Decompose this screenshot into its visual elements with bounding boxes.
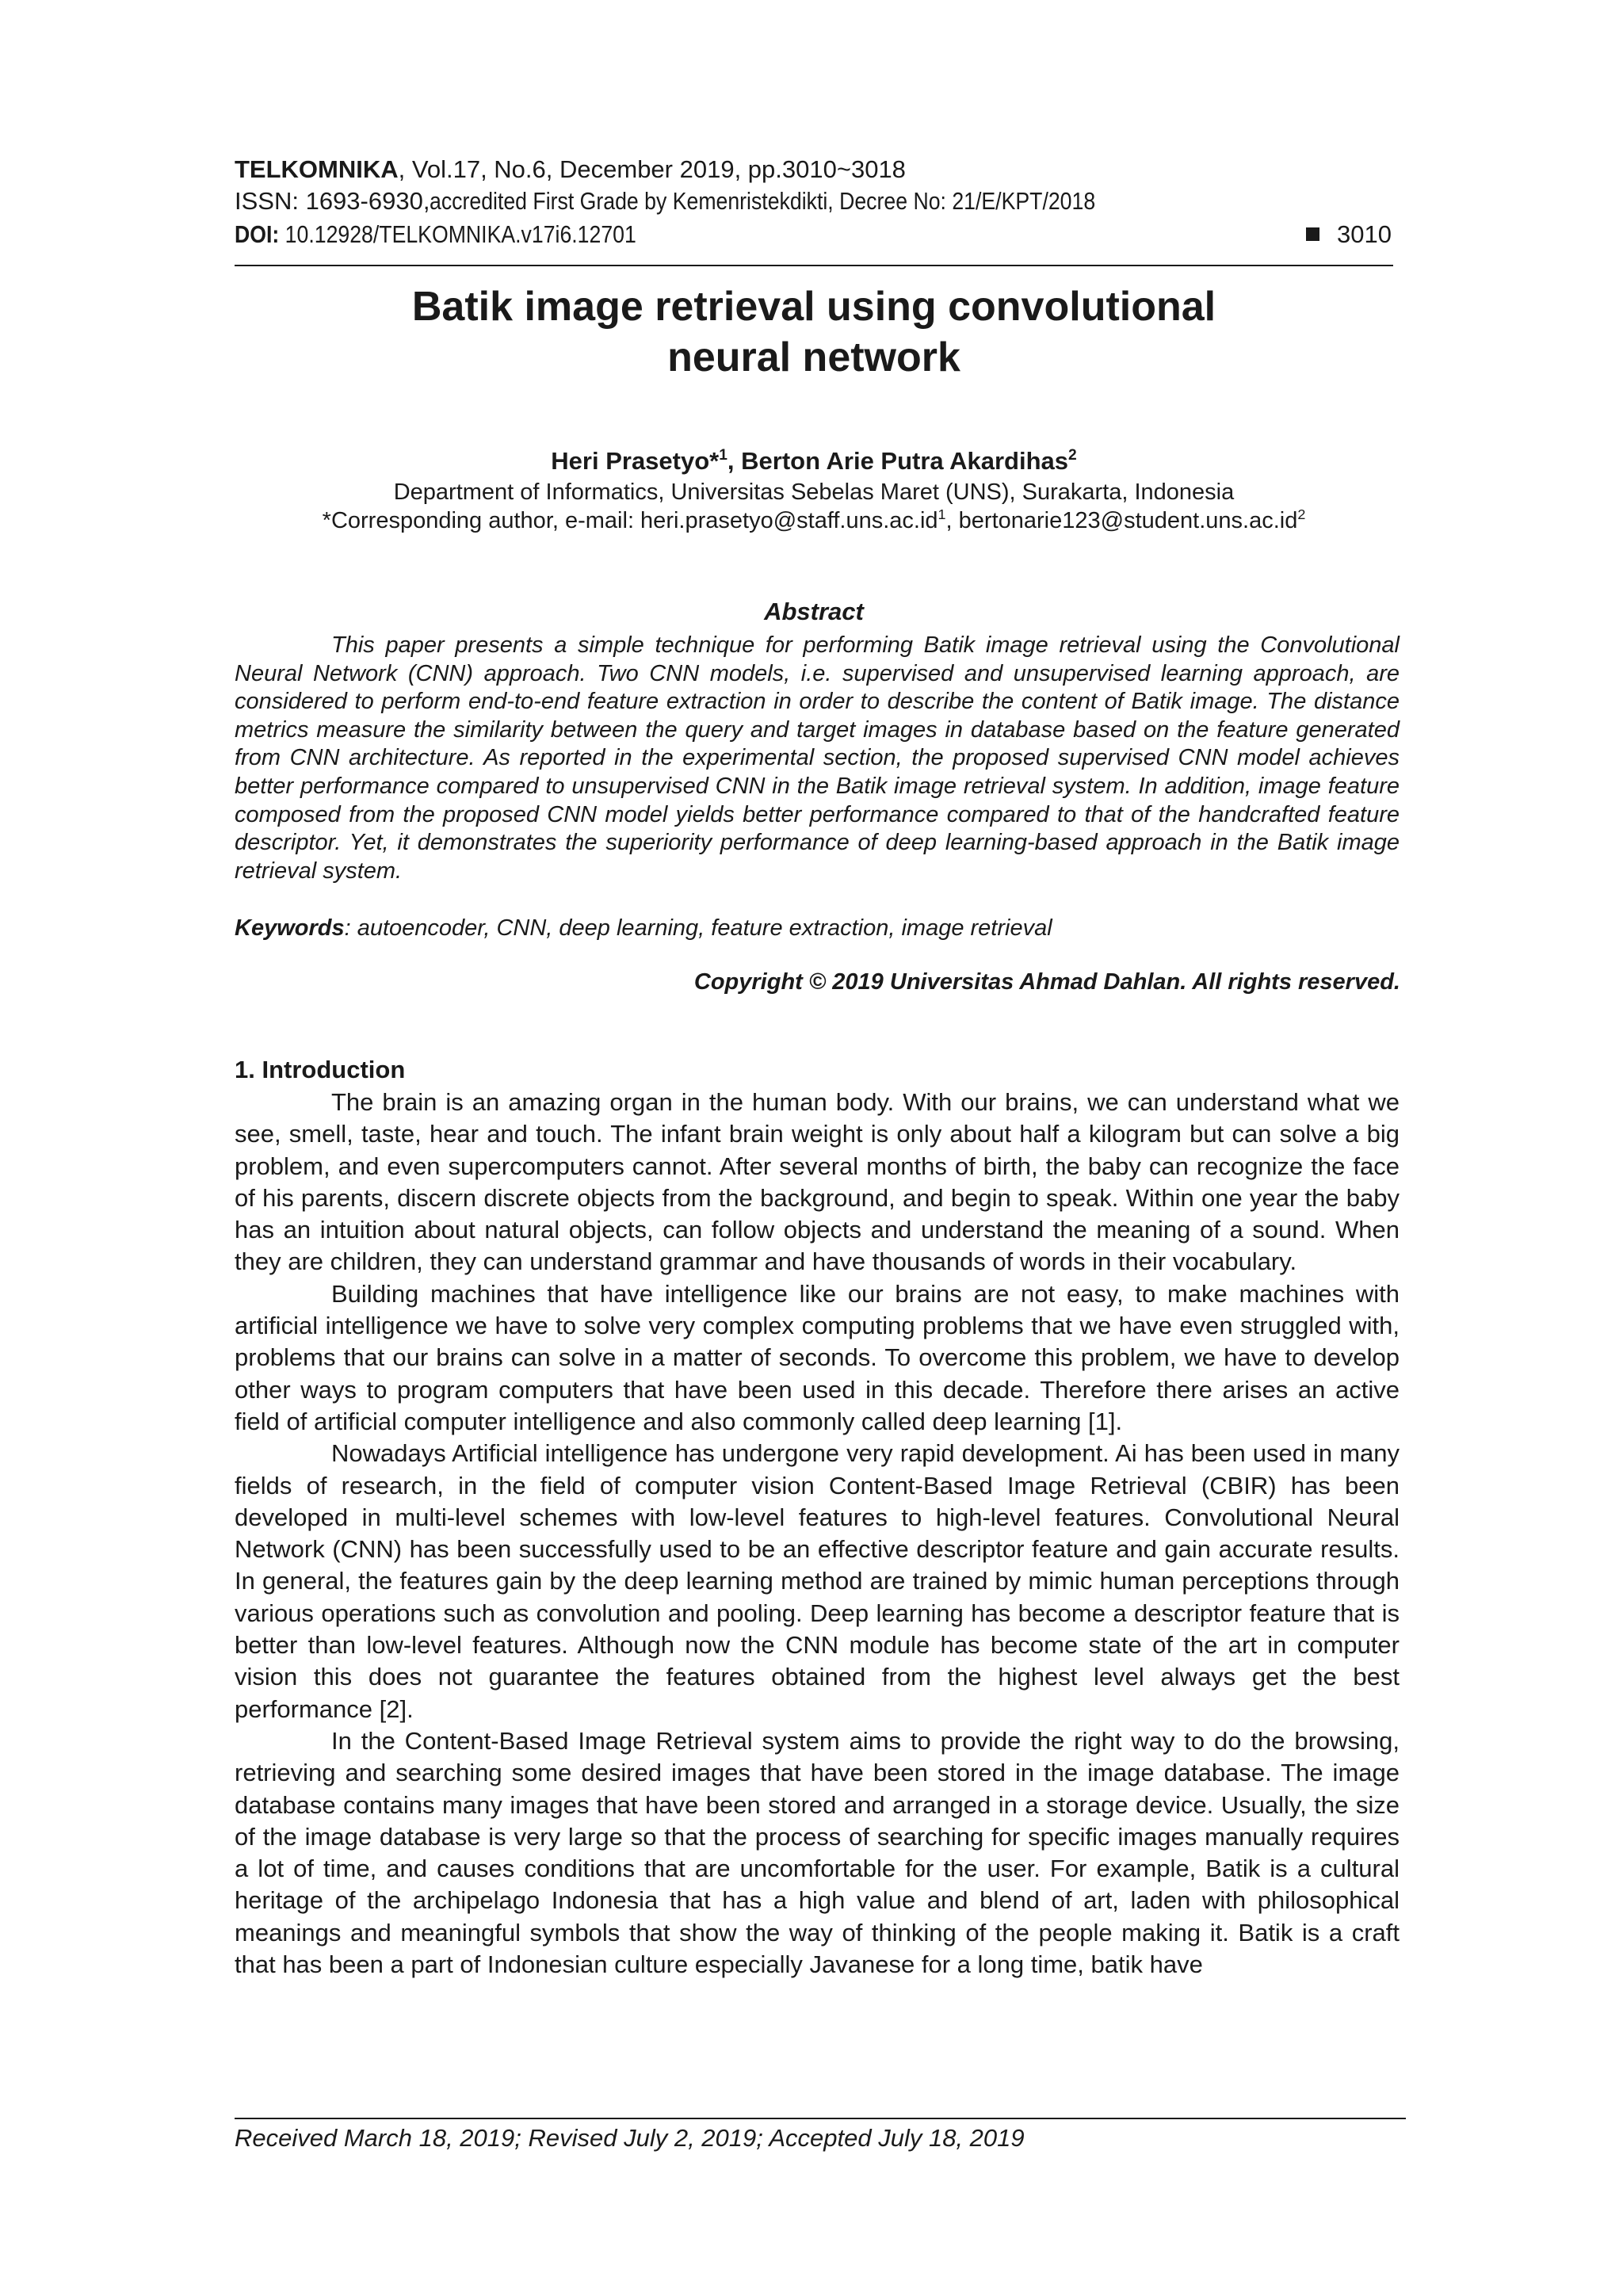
author-1-sup: 1 bbox=[719, 447, 727, 464]
author-separator: , bbox=[727, 447, 742, 475]
doi-line bbox=[235, 220, 1392, 250]
author-list bbox=[235, 446, 1393, 476]
issn-label: ISSN: 1693-6930, bbox=[235, 187, 430, 215]
section-heading-introduction: 1. Introduction bbox=[235, 1056, 406, 1083]
journal-name: TELKOMNIKA bbox=[235, 155, 399, 183]
keywords-line bbox=[235, 914, 1052, 942]
paragraph: The brain is an amazing organ in the human body. With our brains, we can understand what we see, smell, taste, hear and touch. The infant brain weight is only about half a kilogram but can solve a big problem, and even supercomputers cannot. After several months of birth, the baby can recognize the face of his parents, discern discrete objects from the background, and begin to speak. Within one year the baby has an intuition about natural objects, can follow objects and understand the meaning of a sound. When they are children, they can understand grammar and have thousands of words in their vocabulary. bbox=[235, 1088, 1400, 1276]
doi-value: 10.12928/TELKOMNIKA.v17i6.12701 bbox=[279, 220, 636, 248]
paragraph: Nowadays Artificial intelligence has undergone very rapid development. Ai has been used in many fields of research, in the field of computer vision Content-Based Image Retrieval (CBIR) has been developed in multi-level schemes with low-level features to high-level features. Convolutional Neural Network (CNN) has been successfully used to be an effective descriptor feature and gain accurate results. In general, the features gain by the deep learning method are trained by mimic human perceptions through various operations such as convolution and pooling. Deep learning has become a descriptor feature that is better than low-level features. Although now the CNN module has become state of the art in computer vision this does not guarantee the features obtained from the highest level always get the best performance [2]. bbox=[235, 1439, 1400, 1723]
paragraph: In the Content-Based Image Retrieval system aims to provide the right way to do the browsing, retrieving and searching some desired images that have been stored in the image database. The image database contains many images that have been stored and arranged in a storage device. Usually, the size of the image database is very large so that the process of searching for specific images manually requires a lot of time, and causes conditions that are uncomfortable for the user. For example, Batik is a cultural heritage of the archipelago Indonesia that has a high value and blend of art, laden with philosophical meanings and meaningful symbols that show the way of thinking of the people making it. Batik is a craft that has been a part of Indonesian culture especially Javanese for a long time, batik have bbox=[235, 1726, 1400, 1979]
corresponding-sup-1: 1 bbox=[938, 506, 946, 522]
keywords-label: Keywords bbox=[235, 915, 345, 941]
affiliation: Department of Informatics, Universitas Sebelas Maret (UNS), Surakarta, Indonesia bbox=[393, 479, 1235, 505]
header-rule bbox=[235, 265, 1393, 266]
corresponding-mid: , bertonarie123@student.uns.ac.id bbox=[945, 508, 1298, 533]
author-1: Heri Prasetyo* bbox=[551, 447, 720, 475]
square-bullet-icon bbox=[1306, 227, 1319, 241]
paragraph: Building machines that have intelligence like our brains are not easy, to make machines with artificial intelligence we have to solve very complex computing problems that we have even struggled with, problems that our brains can solve in a matter of seconds. To overcome this problem, we have to develop other ways to program computers that have been used in this decade. Therefore there arises an active field of artificial computer intelligence and also commonly called deep learning [1]. bbox=[235, 1279, 1400, 1435]
title-line-2: neural network bbox=[667, 334, 960, 380]
author-2-sup: 2 bbox=[1068, 447, 1077, 464]
author-2: Berton Arie Putra Akardihas bbox=[741, 447, 1069, 475]
paper-title bbox=[235, 281, 1393, 383]
doi-text bbox=[235, 220, 636, 250]
introduction-body bbox=[235, 1087, 1400, 1981]
received-dates: Received March 18, 2019; Revised July 2, 2019; Accepted July 18, 2019 bbox=[235, 2124, 1025, 2152]
title-line-1: Batik image retrieval using convolutional bbox=[411, 284, 1216, 330]
issn-line bbox=[235, 186, 1392, 216]
corresponding-sup-2: 2 bbox=[1297, 506, 1306, 522]
copyright-notice: Copyright © 2019 Universitas Ahmad Dahlan. All rights reserved. bbox=[693, 969, 1400, 995]
volume-info: , Vol.17, No.6, December 2019, pp.3010~3018 bbox=[398, 155, 906, 183]
corresponding-author bbox=[235, 506, 1393, 535]
abstract-text: This paper presents a simple technique for performing Batik image retrieval using the Convolutional Neural Network (CNN) approach. Two CNN models, i.e. supervised and unsupervised learning approach, are considered to perform end-to-end feature extraction in order to describe the content of Batik image. The distance metrics measure the similarity between the query and target images in database based on the feature generated from CNN architecture. As reported in the experimental section, the proposed supervised CNN model achieves better performance compared to unsupervised CNN in the Batik image retrieval system. In addition, image feature composed from the proposed CNN model yields better performance compared to that of the handcrafted feature descriptor. Yet, it demonstrates the superiority performance of deep learning-based approach in the Batik image retrieval system. bbox=[235, 632, 1400, 884]
abstract-heading: Abstract bbox=[764, 598, 864, 625]
page-number: 3010 bbox=[1337, 220, 1392, 248]
corresponding-prefix: *Corresponding author, e-mail: heri.prasetyo@staff.uns.ac.id bbox=[322, 508, 938, 533]
page-number-block bbox=[1306, 220, 1392, 250]
journal-citation-line bbox=[235, 155, 1392, 185]
footer-rule bbox=[235, 2118, 1406, 2119]
doi-label: DOI: bbox=[235, 220, 280, 248]
accreditation-text: accredited First Grade by Kemenristekdikti, Decree No: 21/E/KPT/2018 bbox=[430, 187, 1096, 215]
keywords-list: : autoencoder, CNN, deep learning, feature extraction, image retrieval bbox=[344, 915, 1052, 941]
